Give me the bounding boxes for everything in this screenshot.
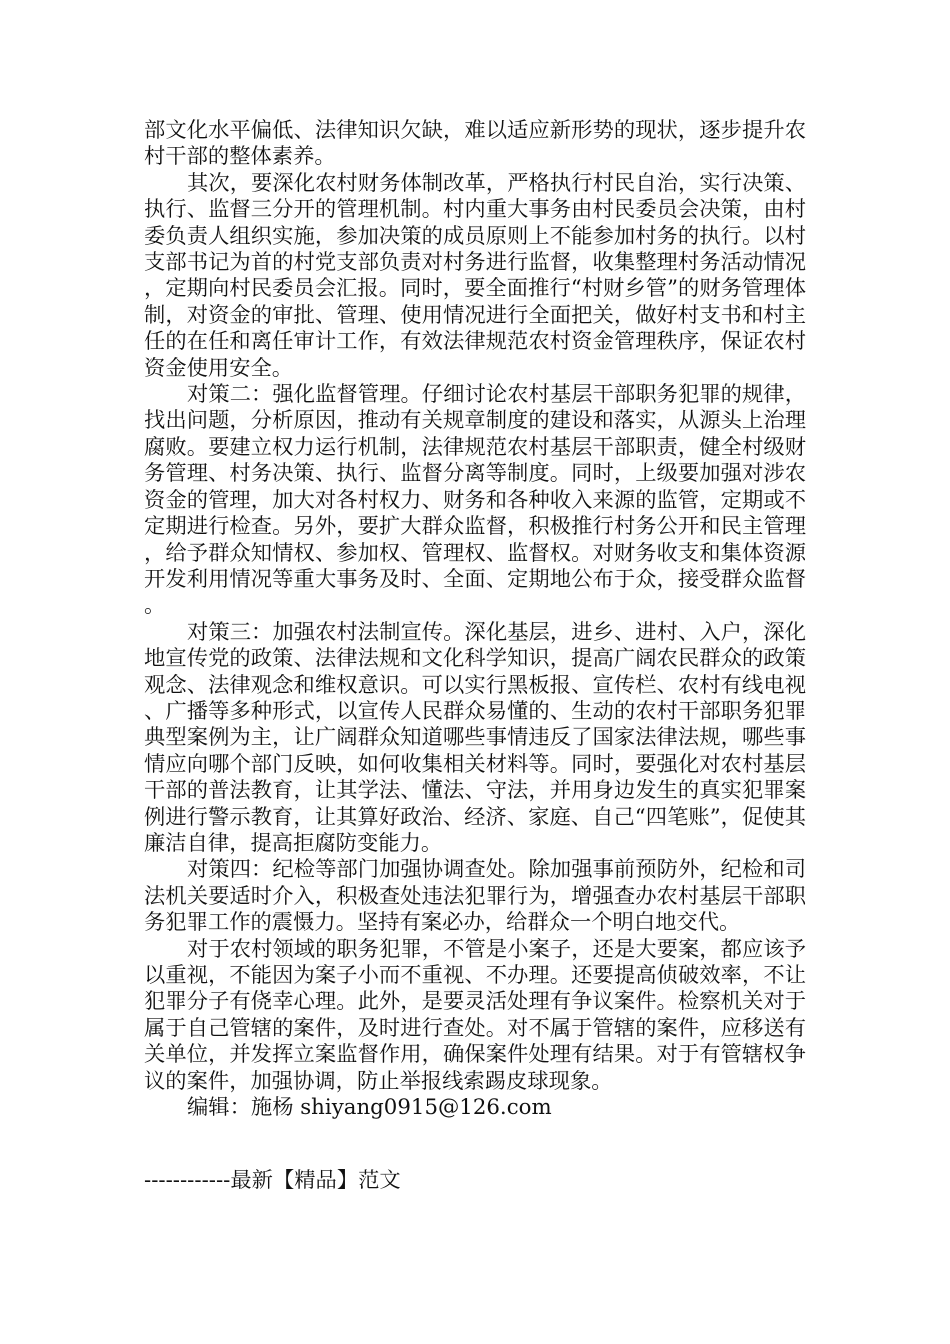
paragraph: 对策四：纪检等部门加强协调查处。除加强事前预防外，纪检和司法机关要适时介入，积极查处违法犯罪行为，增强查办农村基层干部职务犯罪工作的震慑力。坚持有案必办，给群众一个明白地交代。 (144, 857, 806, 936)
paragraph: 对策二：强化监督管理。仔细讨论农村基层干部职务犯罪的规律，找出问题，分析原因，推动有关规章制度的建设和落实，从源头上治理腐败。要建立权力运行机制，法律规范农村基层干部职责，健全村级财务管理、村务决策、执行、监督分离等制度。同时，上级要加强对涉农资金的管理，加大对各村权力、财务和各种收入来源的监管，定期或不定期进行检查。另外，要扩大群众监督，积极推行村务公开和民主管理，给予群众知情权、参加权、管理权、监督权。对财务收支和集体资源开发利用情况等重大事务及时、全面、定期地公布于众，接受群众监督。 (144, 382, 806, 619)
paragraph: 对策三：加强农村法制宣传。深化基层，进乡、进村、入户，深化地宣传党的政策、法律法规和文化科学知识，提高广阔农民群众的政策观念、法律观念和维权意识。可以实行黑板报、宣传栏、农村有线电视、广播等多种形式，以宣传人民群众易懂的、生动的农村干部职务犯罪典型案例为主，让广阔群众知道哪些事情违反了国家法律法规，哪些事情应向哪个部门反映，如何收集相关材料等。同时，要强化对农村基层干部的普法教育，让其学法、懂法、守法，并用身边发生的真实犯罪案例进行警示教育，让其算好政治、经济、家庭、自己“四笔账”，促使其廉洁自律，提高拒腐防变能力。 (144, 619, 806, 856)
paragraph: 对于农村领域的职务犯罪，不管是小案子，还是大要案，都应该予以重视，不能因为案子小而不重视、不办理。还要提高侦破效率，不让犯罪分子有侥幸心理。此外，是要灵活处理有争议案件。检察机关对于属于自己管辖的案件，及时进行查处。对不属于管辖的案件，应移送有关单位，并发挥立案监督作用，确保案件处理有结果。对于有管辖权争议的案件，加强协调，防止举报线索踢皮球现象。 (144, 936, 806, 1094)
page-footer: ------------最新【精品】范文 (144, 1168, 401, 1193)
document-body (144, 118, 806, 1121)
editor-credit: 编辑：施杨 shiyang0915@126.com (187, 1095, 552, 1121)
paragraph: 部文化水平偏低、法律知识欠缺，难以适应新形势的现状，逐步提升农村干部的整体素养。 (144, 118, 806, 170)
paragraph: 其次，要深化农村财务体制改革，严格执行村民自治，实行决策、执行、监督三分开的管理机制。村内重大事务由村民委员会决策，由村委负责人组织实施，参加决策的成员原则上不能参加村务的执行。以村支部书记为首的村党支部负责对村务进行监督，收集整理村务活动情况，定期向村民委员会汇报。同时，要全面推行“村财乡管”的财务管理体制，对资金的审批、管理、使用情况进行全面把关，做好村支书和村主任的在任和离任审计工作，有效法律规范农村资金管理秩序，保证农村资金使用安全。 (144, 170, 806, 381)
